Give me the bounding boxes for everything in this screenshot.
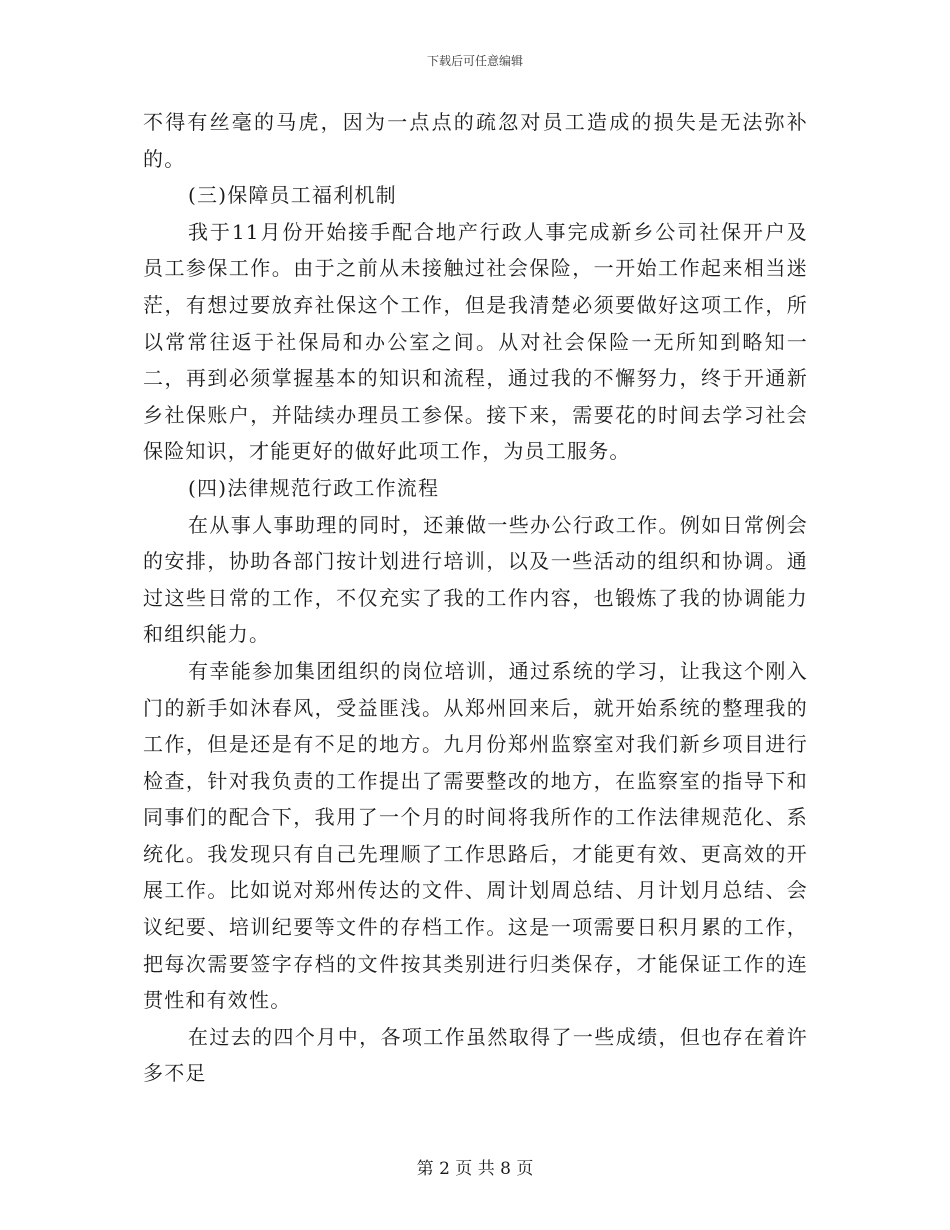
page-number: 第 2 页 共 8 页 — [416, 1159, 534, 1179]
paragraph-social-insurance: 我于11月份开始接手配合地产行政人事完成新乡公司社保开户及员工参保工作。由于之前从未接触过社会保险，一开始工作起来相当迷茫，有想过要放弃社保这个工作，但是我清楚必须要做好这项工作，所以常常往返于社保局和办公室之间。从对社会保险一无所知到略知一二，再到必须掌握基本的知识和流程，通过我的不懈努力，终于开通新乡社保账户，并陆续办理员工参保。接下来，需要花的时间去学习社会保险知识，才能更好的做好此项工作，为员工服务。 — [143, 219, 808, 464]
paragraph-shortcomings: 在过去的四个月中，各项工作虽然取得了一些成绩，但也存在着许多不足 — [143, 1024, 808, 1086]
paragraph-admin-work: 在从事人事助理的同时，还兼做一些办公行政工作。例如日常例会的安排，协助各部门按计划进行培训，以及一些活动的组织和协调。通过这些日常的工作，不仅充实了我的工作内容，也锻炼了我的协调能力和组织能力。 — [143, 512, 808, 647]
paragraph-continuation: 不得有丝毫的马虎，因为一点点的疏忽对员工造成的损失是无法弥补的。 — [143, 110, 808, 171]
section-heading-3: (三)保障员工福利机制 — [188, 183, 397, 208]
document-body — [143, 104, 808, 1092]
page-header: 下载后可任意编辑 — [426, 54, 523, 68]
paragraph-training: 有幸能参加集团组织的岗位培训，通过系统的学习，让我这个刚入门的新手如沐春风，受益匪浅。从郑州回来后，就开始系统的整理我的工作，但是还是有不足的地方。九月份郑州监察室对我们新乡项目进行检查，针对我负责的工作提出了需要整改的地方，在监察室的指导下和同事们的配合下，我用了一个月的时间将我所作的工作法律规范化、系统化。我发现只有自己先理顺了工作思路后，才能更有效、更高效的开展工作。比如说对郑州传达的文件、周计划周总结、月计划月总结、会议纪要、培训纪要等文件的存档工作。这是一项需要日积月累的工作，把每次需要签字存档的文件按其类别进行归类保存，才能保证工作的连贯性和有效性。 — [143, 658, 808, 1013]
section-heading-4: (四)法律规范行政工作流程 — [188, 475, 440, 500]
